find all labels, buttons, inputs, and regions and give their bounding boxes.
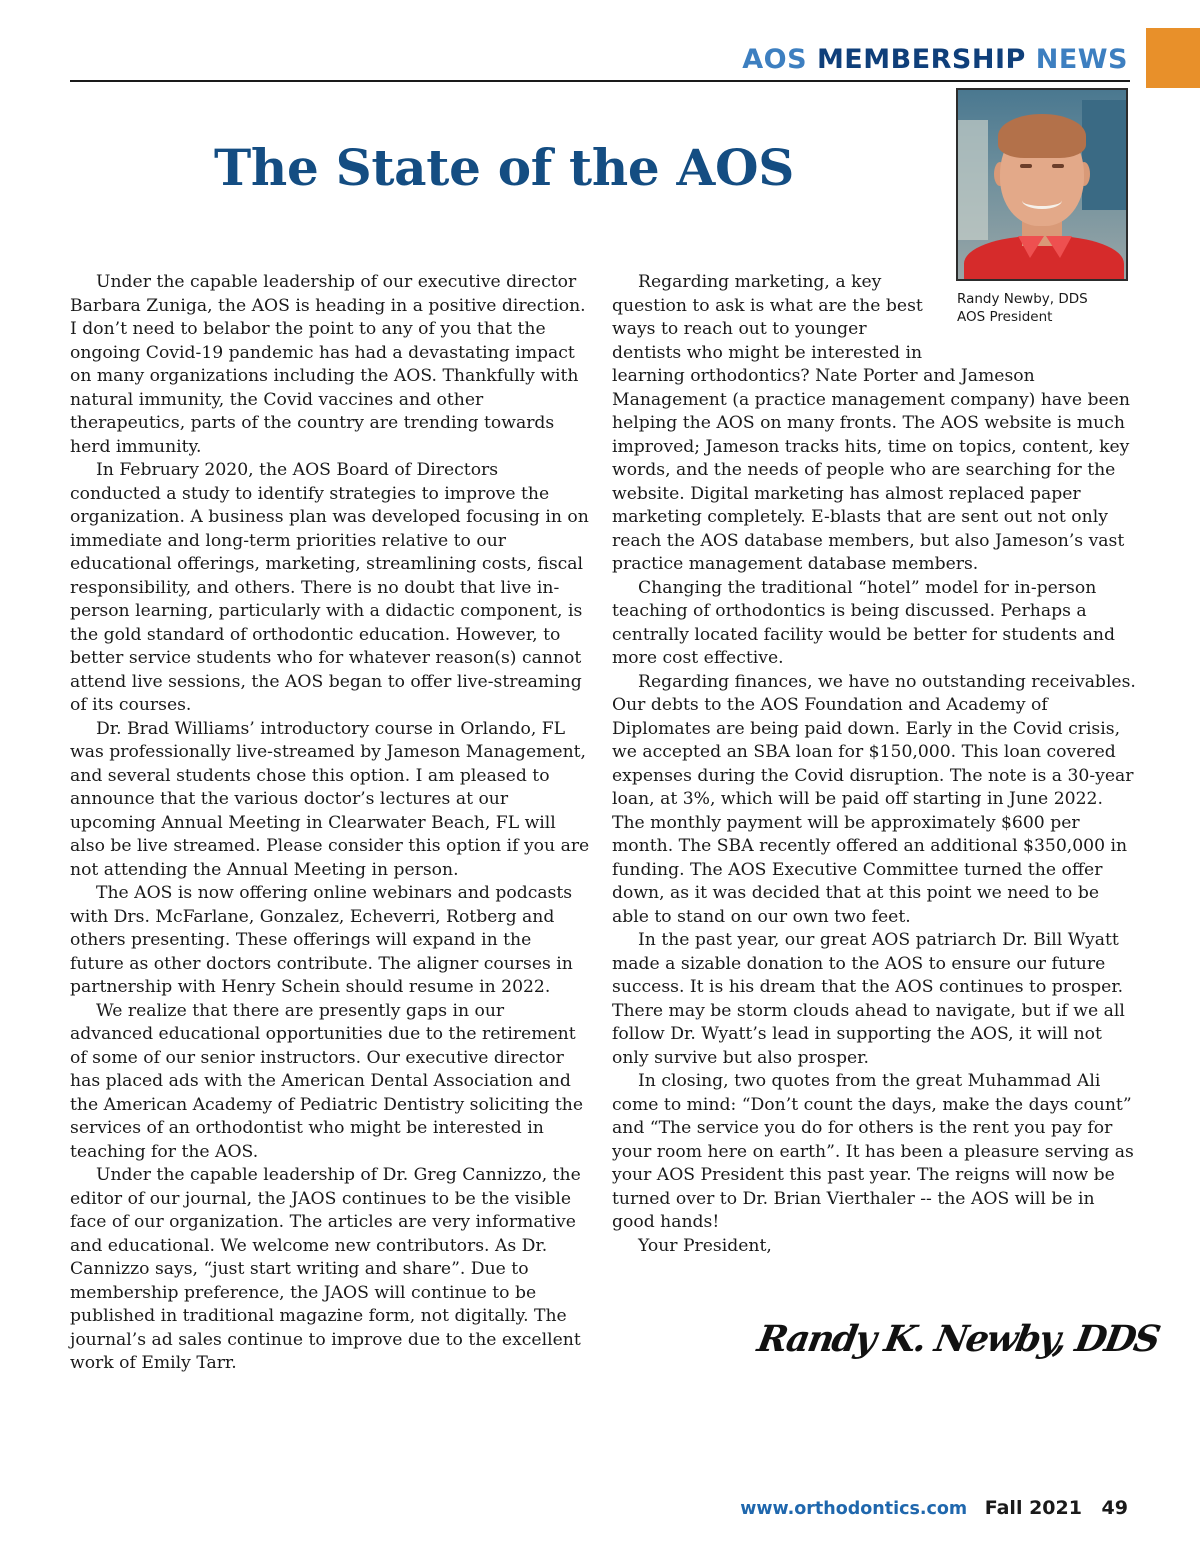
president-photo xyxy=(956,88,1128,281)
handwritten-signature: Randy K. Newby, DDS xyxy=(754,1318,1162,1360)
section-label-membership: MEMBERSHIP xyxy=(816,44,1026,75)
section-label-aos: AOS xyxy=(742,44,808,75)
orange-corner-tab xyxy=(1146,28,1200,88)
article-title: The State of the AOS xyxy=(214,138,795,197)
photo-caption-role: AOS President xyxy=(957,309,1053,325)
section-label xyxy=(742,44,1128,75)
body-paragraph: In closing, two quotes from the great Muhammad Ali come to mind: “Don’t count the days, make the days count” and “The service you do for others is the rent you pay for your room here on earth”. It has been a pleasure serving as your AOS President this past year. The reigns will now be turned over to Dr. Brian Vierthaler -- the AOS will be in good hands! xyxy=(612,1071,1134,1232)
section-label-news: NEWS xyxy=(1035,44,1128,75)
footer-issue: Fall 2021 xyxy=(984,1497,1082,1519)
body-paragraph: Under the capable leadership of our executive director Barbara Zuniga, the AOS is heading in a positive direction. I don’t need to belabor the point to any of you that the ongoing Covid-19 pandemic has had a devastating impact on many organizations including the AOS. Thankfully with natural immunity, the Covid vaccines and other therapeutics, parts of the country are trending towards herd immunity. xyxy=(70,272,586,457)
closing-line: Your President, xyxy=(638,1235,772,1256)
body-paragraph: In February 2020, the AOS Board of Directors conducted a study to identify strategies to improve the organization. A business plan was developed focusing in on immediate and long-term priorities relative to our educational offerings, marketing, streamlining costs, fiscal responsibility, and others. There is no doubt that live in-person learning, particularly with a didactic component, is the gold standard of orthodontic education. However, to better service students who for whatever reason(s) cannot attend live sessions, the AOS began to offer live-streaming of its courses. xyxy=(70,460,589,715)
body-paragraph: We realize that there are presently gaps in our advanced educational opportunities due to the retirement of some of our senior instructors. Our executive director has placed ads with the American Dental Association and the American Academy of Pediatric Dentistry soliciting the services of an orthodontist who might be interested in teaching for the AOS. xyxy=(70,1000,584,1162)
article-column-left xyxy=(70,271,590,1376)
header-rule xyxy=(70,80,1130,82)
page-footer xyxy=(740,1497,1128,1519)
body-paragraph: Regarding marketing, a key question to ask is what are the best ways to reach out to younger dentists who might be interested in learning orthodontics? Nate Porter and Jameson Management (a practice management company) have been helping the AOS on many fronts. The AOS website is much improved; Jameson tracks hits, time on topics, content, key words, and the needs of people who are searching for the website. Digital marketing has almost replaced paper marketing completely. E-blasts that are sent out not only reach the AOS database members, but also Jameson’s vast practice management database members. xyxy=(612,272,1130,574)
footer-url-link[interactable]: www.orthodontics.com xyxy=(740,1499,968,1519)
body-paragraph: Regarding finances, we have no outstanding receivables. Our debts to the AOS Foundation and Academy of Diplomates are being paid down. Early in the Covid crisis, we accepted an SBA loan for $150,000. This loan covered expenses during the Covid disruption. The note is a 30-year loan, at 3%, which will be paid off starting in June 2022. The monthly payment will be approximately $600 per month. The SBA recently offered an additional $350,000 in funding. The AOS Executive Committee turned the offer down, as it was decided that at this point we need to be able to stand on our own two feet. xyxy=(612,671,1136,927)
photo-caption-name: Randy Newby, DDS xyxy=(957,291,1088,307)
body-paragraph: In the past year, our great AOS patriarch Dr. Bill Wyatt made a sizable donation to the AOS to ensure our future success. It is his dream that the AOS continues to prosper. There may be storm clouds ahead to navigate, but if we all follow Dr. Wyatt’s lead in supporting the AOS, it will not only survive but also prosper. xyxy=(612,930,1125,1068)
article-column-right xyxy=(612,271,1137,1258)
body-paragraph: Changing the traditional “hotel” model for in-person teaching of orthodontics is being discussed. Perhaps a centrally located facility would be better for students and more cost effective. xyxy=(612,577,1115,668)
body-paragraph: The AOS is now offering online webinars and podcasts with Drs. McFarlane, Gonzalez, Echeverri, Rotberg and others presenting. These offerings will expand in the future as other doctors contribute. The aligner courses in partnership with Henry Schein should resume in 2022. xyxy=(70,883,573,997)
page-number: 49 xyxy=(1101,1497,1128,1519)
body-paragraph: Under the capable leadership of Dr. Greg Cannizzo, the editor of our journal, the JAOS continues to be the visible face of our organization. The articles are very informative and educational. We welcome new contributors. As Dr. Cannizzo says, “just start writing and share”. Due to membership preference, the JAOS will continue to be published in traditional magazine form, not digitally. The journal’s ad sales continue to improve due to the excellent work of Emily Tarr. xyxy=(70,1165,581,1373)
body-paragraph: Dr. Brad Williams’ introductory course in Orlando, FL was professionally live-streamed by Jameson Management, and several students chose this option. I am pleased to announce that the various doctor’s lectures at our upcoming Annual Meeting in Clearwater Beach, FL will also be live streamed. Please consider this option if you are not attending the Annual Meeting in person. xyxy=(70,718,590,880)
